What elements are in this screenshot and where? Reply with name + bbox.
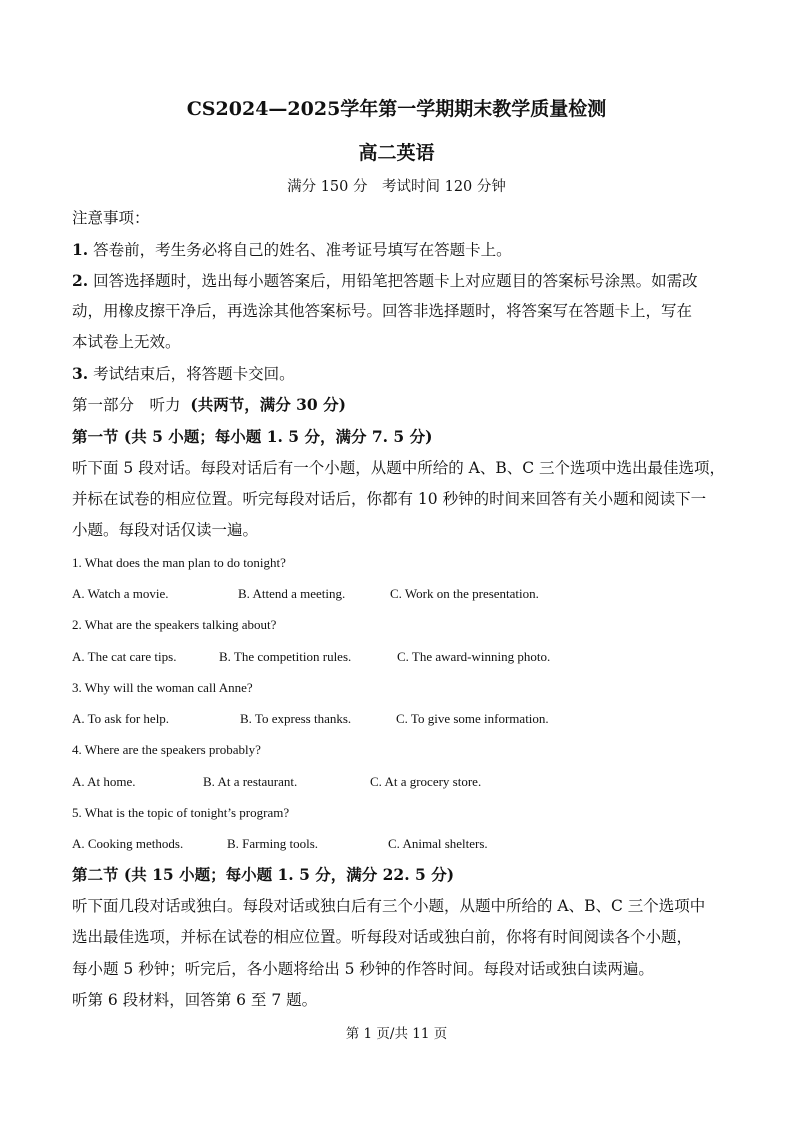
section1-instructions-line: 小题。每段对话仅读一遍。 (72, 521, 259, 539)
part1-heading-score: (共两节，满分 30 分) (190, 395, 346, 414)
notice-heading: 注意事项： (72, 209, 150, 227)
notice-item-text: 考试结束后，将答题卡交回。 (88, 365, 295, 383)
exam-title: CS2024—2025学年第一学期期末教学质量检测 (186, 98, 607, 120)
notice-item-2 (72, 271, 698, 291)
question-1: 1. What does the man plan to do tonight? (72, 555, 286, 570)
notice-item-3 (72, 364, 295, 384)
notice-item-number: 2. (72, 271, 89, 290)
question-2-option-a: A. The cat care tips. (72, 649, 177, 664)
question-3-option-b: B. To express thanks. (240, 711, 352, 726)
part1-heading-title: 第一部分 听力 (72, 396, 181, 414)
question-1-option-c: C. Work on the presentation. (390, 586, 539, 601)
notice-item-2-cont: 动，用橡皮擦干净后，再选涂其他答案标号。回答非选择题时，将答案写在答题卡上，写在 (72, 302, 693, 320)
notice-item-number: 1. (72, 240, 89, 259)
question-2-option-c: C. The award-winning photo. (397, 649, 551, 664)
part1-heading (72, 395, 346, 415)
question-5-option-c: C. Animal shelters. (388, 836, 488, 851)
notice-item-text: 答卷前，考生务必将自己的姓名、准考证号填写在答题卡上。 (88, 241, 512, 259)
page-footer: 第 1 页/共 11 页 (345, 1026, 448, 1042)
question-3: 3. Why will the woman call Anne? (72, 680, 253, 695)
question-5: 5. What is the topic of tonight’s program? (72, 805, 290, 820)
question-4-option-b: B. At a restaurant. (203, 774, 298, 789)
exam-subject: 高二英语 (358, 142, 435, 164)
question-2: 2. What are the speakers talking about? (72, 617, 277, 632)
question-5-option-b: B. Farming tools. (227, 836, 319, 851)
question-4-option-c: C. At a grocery store. (370, 774, 482, 789)
question-5-option-a: A. Cooking methods. (72, 836, 184, 851)
section2-heading: 第二节 (共 15 小题；每小题 1. 5 分，满分 22. 5 分) (72, 865, 455, 884)
notice-item-text: 回答选择题时，选出每小题答案后，用铅笔把答题卡上对应题目的答案标号涂黑。如需改 (88, 272, 698, 290)
question-1-option-b: B. Attend a meeting. (238, 586, 346, 601)
section2-instructions-line: 听第 6 段材料，回答第 6 至 7 题。 (72, 991, 318, 1009)
question-3-option-c: C. To give some information. (396, 711, 549, 726)
notice-item-2-cont: 本试卷上无效。 (72, 333, 181, 351)
question-1-option-a: A. Watch a movie. (72, 586, 169, 601)
section2-instructions-line: 听下面几段对话或独白。每段对话或独白后有三个小题，从题中所给的 A、B、C 三个选项中 (72, 897, 706, 915)
notice-item-number: 3. (72, 364, 89, 383)
question-3-option-a: A. To ask for help. (72, 711, 170, 726)
section1-instructions-line: 听下面 5 段对话。每段对话后有一个小题，从题中所给的 A、B、C 三个选项中选出最佳选项， (72, 459, 726, 477)
section2-instructions-line: 选出最佳选项，并标在试卷的相应位置。听每段对话或独白前，你将有时间阅读各个小题， (72, 928, 693, 946)
section1-instructions-line: 并标在试卷的相应位置。听完每段对话后，你都有 10 秒钟的时间来回答有关小题和阅读下一 (72, 490, 707, 508)
notice-item-1 (72, 240, 512, 260)
question-4: 4. Where are the speakers probably? (72, 742, 261, 757)
section2-instructions-line: 每小题 5 秒钟；听完后，各小题将给出 5 秒钟的作答时间。每段对话或独白读两遍。 (72, 960, 654, 978)
section1-heading: 第一节 (共 5 小题；每小题 1. 5 分，满分 7. 5 分) (72, 427, 433, 446)
question-2-option-b: B. The competition rules. (219, 649, 352, 664)
question-4-option-a: A. At home. (72, 774, 136, 789)
exam-meta: 满分 150 分 考试时间 120 分钟 (287, 179, 506, 195)
